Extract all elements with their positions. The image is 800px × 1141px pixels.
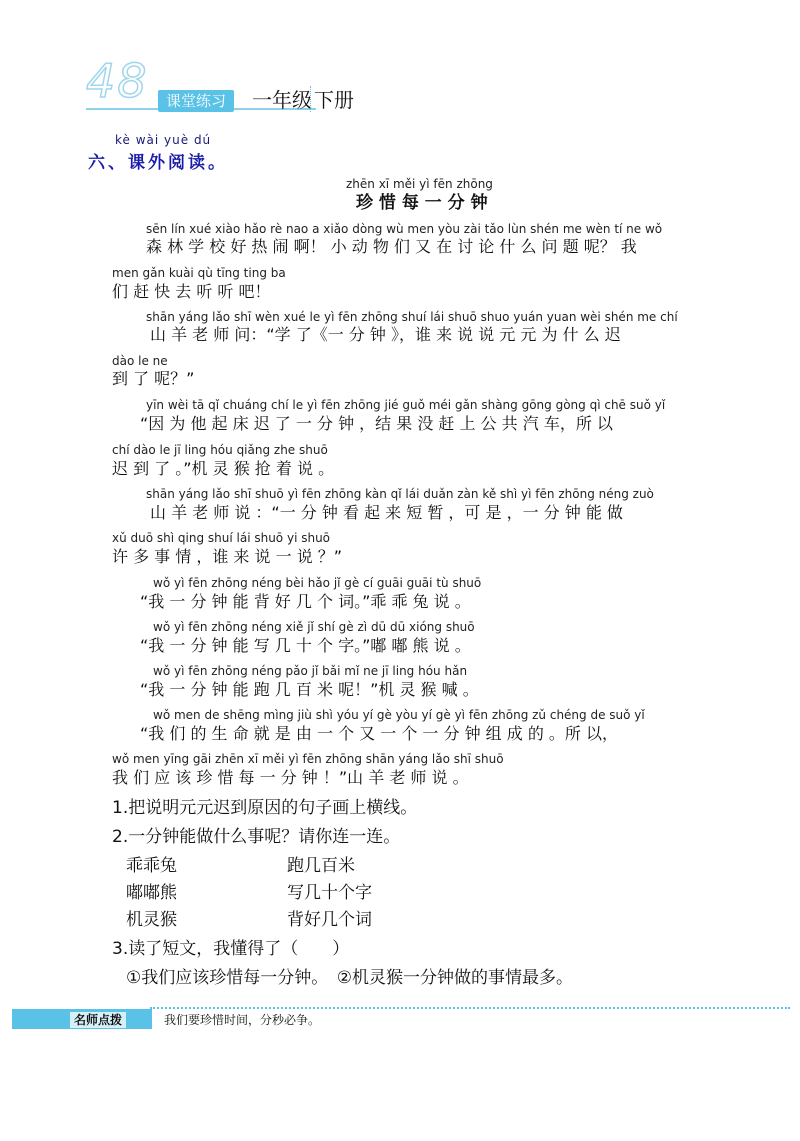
passage-line-pinyin: yīn wèi tā qǐ chuáng chí le yì fēn zhōng jié guǒ méi gǎn shàng gōng gòng qì chē suǒ yǐ — [146, 398, 666, 412]
question-2: 2.一分钟能做什么事呢？请你连一连。 — [112, 827, 401, 847]
passage-line: 们 赶 快 去 听 听 吧！ — [112, 282, 271, 301]
passage-title: 珍 惜 每 一 分 钟 — [356, 193, 488, 213]
passage-line-pinyin: wǒ men de shēng mìng jiù shì yóu yí gè yòu yí gè yì fēn zhōng zǔ chéng de suǒ yǐ — [153, 708, 645, 722]
passage-line: 我 们 应 该 珍 惜 每 一 分 钟 ！”山 羊 老 师 说 。 — [112, 768, 469, 787]
passage-line: “我 们 的 生 命 就 是 由 一 个 又 一 个 一 分 钟 组 成 的 。所 以， — [140, 724, 619, 743]
match-right-item[interactable]: 写几十个字 — [287, 883, 372, 903]
passage-line: 许 多 事 情 ，谁 来 说 一 说 ？” — [112, 547, 343, 566]
grade-label: 一年级 — [252, 88, 312, 112]
passage-line-pinyin: shān yáng lǎo shī shuō yì fēn zhōng kàn qǐ lái duǎn zàn kě shì yì fēn zhōng néng zuò — [146, 487, 654, 501]
match-right-item[interactable]: 跑几百米 — [287, 856, 355, 876]
practice-tag: 课堂练习 — [158, 90, 234, 112]
match-left-item[interactable]: 乖乖兔 — [126, 856, 177, 876]
passage-line: 森 林 学 校 好 热 闹 啊！ 小 动 物 们 又 在 讨 论 什 么 问 题 呢？ 我 — [146, 237, 637, 256]
passage-line: 山 羊 老 师 说 ：“一 分 钟 看 起 来 短 暂 ，可 是 ，一 分 钟 能 做 — [150, 503, 623, 522]
passage-line: 迟 到 了 。”机 灵 猴 抢 着 说 。 — [112, 459, 335, 478]
passage-line: 到 了 呢？” — [112, 369, 195, 388]
volume-label: 下册 — [314, 88, 354, 112]
match-left-item[interactable]: 机灵猴 — [126, 910, 177, 930]
passage-line-pinyin: wǒ men yīng gāi zhēn xī měi yì fēn zhōng shān yáng lǎo shī shuō — [112, 752, 504, 766]
passage-line-pinyin: chí dào le jī ling hóu qiǎng zhe shuō — [112, 443, 328, 457]
tip-divider — [150, 1009, 152, 1029]
passage-title-pinyin: zhēn xī měi yì fēn zhōng — [346, 177, 493, 191]
question-3: 3.读了短文，我懂得了（ ） — [112, 939, 350, 959]
passage-line: “我 一 分 钟 能 写 几 十 个 字。”嘟 嘟 熊 说 。 — [140, 636, 471, 655]
page-number: 48 — [86, 54, 149, 108]
tip-text: 我们要珍惜时间，分秒必争。 — [164, 1013, 321, 1027]
passage-line-pinyin: shān yáng lǎo shī wèn xué le yì fēn zhōng shuí lái shuō shuo yuán yuan wèi shén me chí — [146, 310, 678, 324]
passage-line-pinyin: sēn lín xué xiào hǎo rè nao a xiǎo dòng wù men yòu zài tǎo lùn shén me wèn tí ne wǒ — [146, 222, 663, 236]
question-1: 1.把说明元元迟到原因的句子画上横线。 — [112, 798, 418, 818]
passage-line-pinyin: wǒ yì fēn zhōng néng xiě jǐ shí gè zì dū dū xióng shuō — [153, 620, 475, 634]
passage-line: “我 一 分 钟 能 背 好 几 个 词。”乖 乖 兔 说 。 — [140, 592, 471, 611]
passage-line: “因 为 他 起 床 迟 了 一 分 钟 ，结 果 没 赶 上 公 共 汽 车，所 以 — [140, 414, 613, 433]
footer-dotted-line — [150, 1007, 790, 1009]
passage-line-pinyin: wǒ yì fēn zhōng néng bèi hǎo jǐ gè cí guāi guāi tù shuō — [153, 576, 482, 590]
passage-line-pinyin: xǔ duō shì qing shuí lái shuō yi shuō — [112, 531, 331, 545]
section-title: 六、课外阅读。 — [88, 153, 228, 173]
tip-label: 名师点拨 — [70, 1012, 126, 1028]
section-title-pinyin: kè wài yuè dú — [115, 133, 212, 147]
passage-line-pinyin: dào le ne — [112, 354, 168, 368]
match-right-item[interactable]: 背好几个词 — [287, 910, 372, 930]
passage-line-pinyin: men gǎn kuài qù tīng ting ba — [112, 266, 286, 280]
passage-line: 山 羊 老 师 问：“学 了《一 分 钟 》，谁 来 说 说 元 元 为 什 么 迟 — [150, 325, 621, 344]
match-left-item[interactable]: 嘟嘟熊 — [126, 883, 177, 903]
header-divider — [310, 86, 311, 112]
passage-line-pinyin: wǒ yì fēn zhōng néng pǎo jǐ bǎi mǐ ne jī ling hóu hǎn — [153, 664, 468, 678]
question-3-options: ①我们应该珍惜每一分钟。 ②机灵猴一分钟做的事情最多。 — [126, 968, 573, 988]
passage-line: “我 一 分 钟 能 跑 几 百 米 呢！”机 灵 猴 喊 。 — [140, 680, 479, 699]
